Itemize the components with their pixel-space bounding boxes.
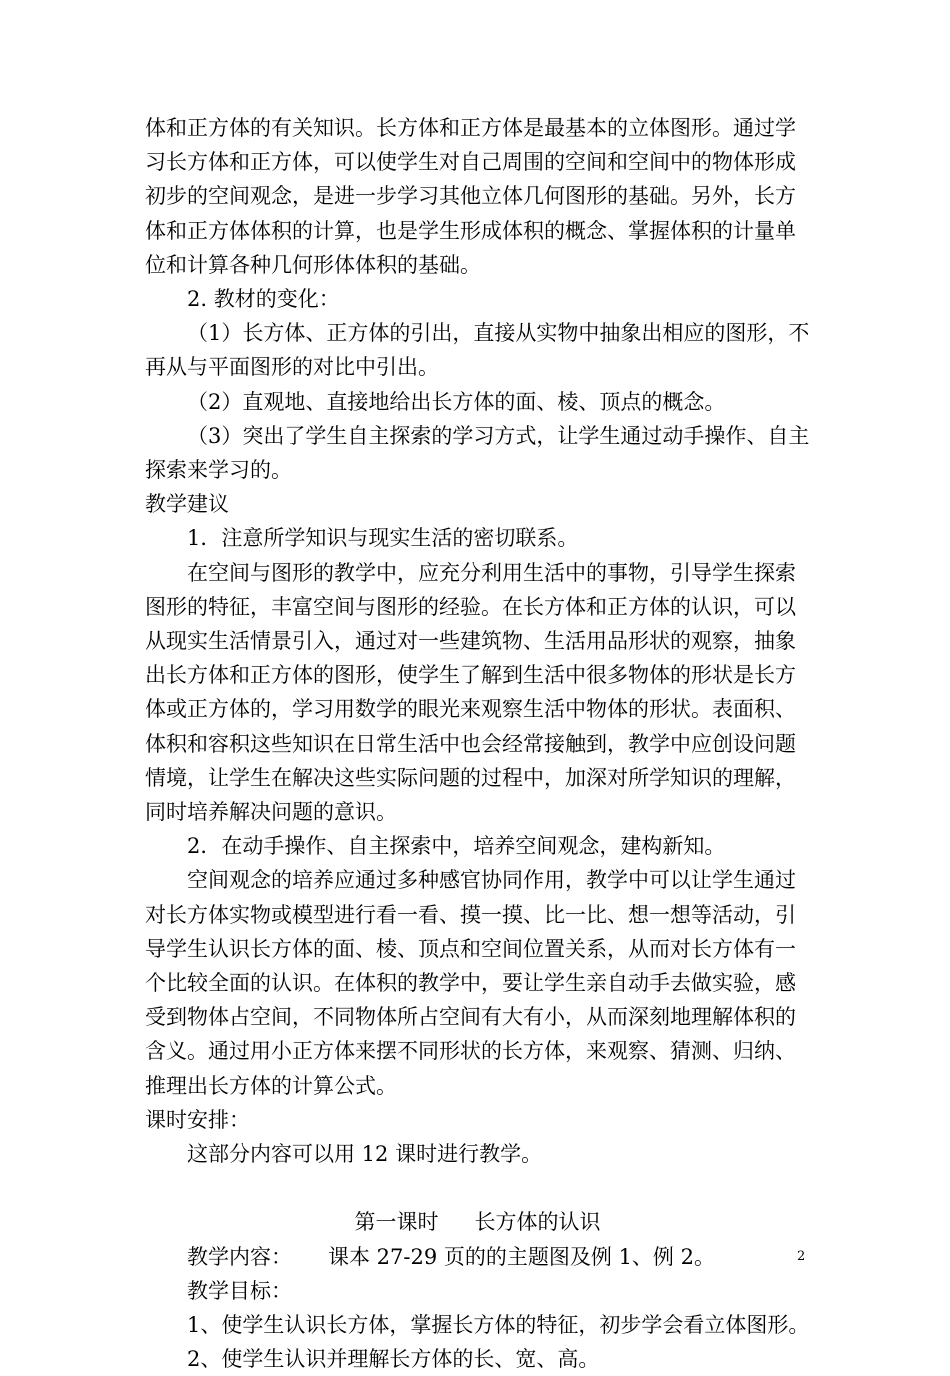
teaching-goal-item: 1、使学生认识长方体，掌握长方体的特征，初步学会看立体图形。	[187, 1312, 810, 1337]
paragraph: 1．注意所学知识与现实生活的密切联系。	[187, 526, 579, 551]
lesson-title	[145, 1205, 810, 1239]
section-heading: 教学建议	[145, 492, 229, 517]
paragraph: 2．在动手操作、自主探索中，培养空间观念，建构新知。	[187, 834, 726, 859]
paragraph: 这部分内容可以用 12 课时进行教学。	[187, 1142, 543, 1167]
teaching-goal-item: 2、使学生认识并理解长方体的长、宽、高。	[187, 1347, 600, 1372]
teaching-content-label: 教学内容：	[187, 1244, 292, 1269]
teaching-goals-label: 教学目标：	[187, 1278, 292, 1303]
section-heading: 课时安排：	[145, 1107, 250, 1132]
paragraph: （1）长方体、正方体的引出，直接从实物中抽象出相应的图形，不再从与平面图形的对比中引出。	[145, 321, 810, 380]
teaching-content-value: 课本 27-29 页的的主题图及例 1、例 2。	[328, 1244, 715, 1269]
paragraph: 体和正方体的有关知识。长方体和正方体是最基本的立体图形。通过学习长方体和正方体，可以使学生对自己周围的空间和空间中的物体形成初步的空间观念，是进一步学习其他立体几何图形的基础。另外，长方体和正方体体积的计算，也是学生形成体积的概念、掌握体积的计量单位和计算各种几何形体体积的基础。	[145, 116, 796, 277]
paragraph: 在空间与图形的教学中，应充分利用生活中的事物，引导学生探索图形的特征，丰富空间与图形的经验。在长方体和正方体的认识，可以从现实生活情景引入，通过对一些建筑物、生活用品形状的观察，抽象出长方体和正方体的图形，使学生了解到生活中很多物体的形状是长方体或正方体的，学习用数学的眼光来观察生活中物体的形状。表面积、体积和容积这些知识在日常生活中也会经常接触到，教学中应创设问题情境，让学生在解决这些实际问题的过程中，加深对所学知识的理解，同时培养解决问题的意识。	[145, 560, 796, 825]
teaching-content-line	[145, 1240, 810, 1274]
page-content	[145, 111, 810, 1376]
lesson-name: 长方体的认识	[474, 1210, 601, 1235]
paragraph: 空间观念的培养应通过多种感官协同作用，教学中可以让学生通过对长方体实物或模型进行看一看、摸一摸、比一比、想一想等活动，引导学生认识长方体的面、棱、顶点和空间位置关系，从而对长方体有一个比较全面的认识。在体积的教学中，要让学生亲自动手去做实验，感受到物体占空间，不同物体所占空间有大有小，从而深刻地理解体积的含义。通过用小正方体来摆不同形状的长方体，来观察、猜测、归纳、推理出长方体的计算公式。	[145, 868, 796, 1098]
paragraph: （3）突出了学生自主探索的学习方式，让学生通过动手操作、自主探索来学习的。	[145, 423, 810, 483]
paragraph: 2. 教材的变化：	[187, 287, 340, 312]
lesson-number: 第一课时	[354, 1210, 439, 1235]
paragraph: （2）直观地、直接地给出长方体的面、棱、顶点的概念。	[187, 389, 726, 414]
page-number: 2	[797, 1249, 806, 1264]
